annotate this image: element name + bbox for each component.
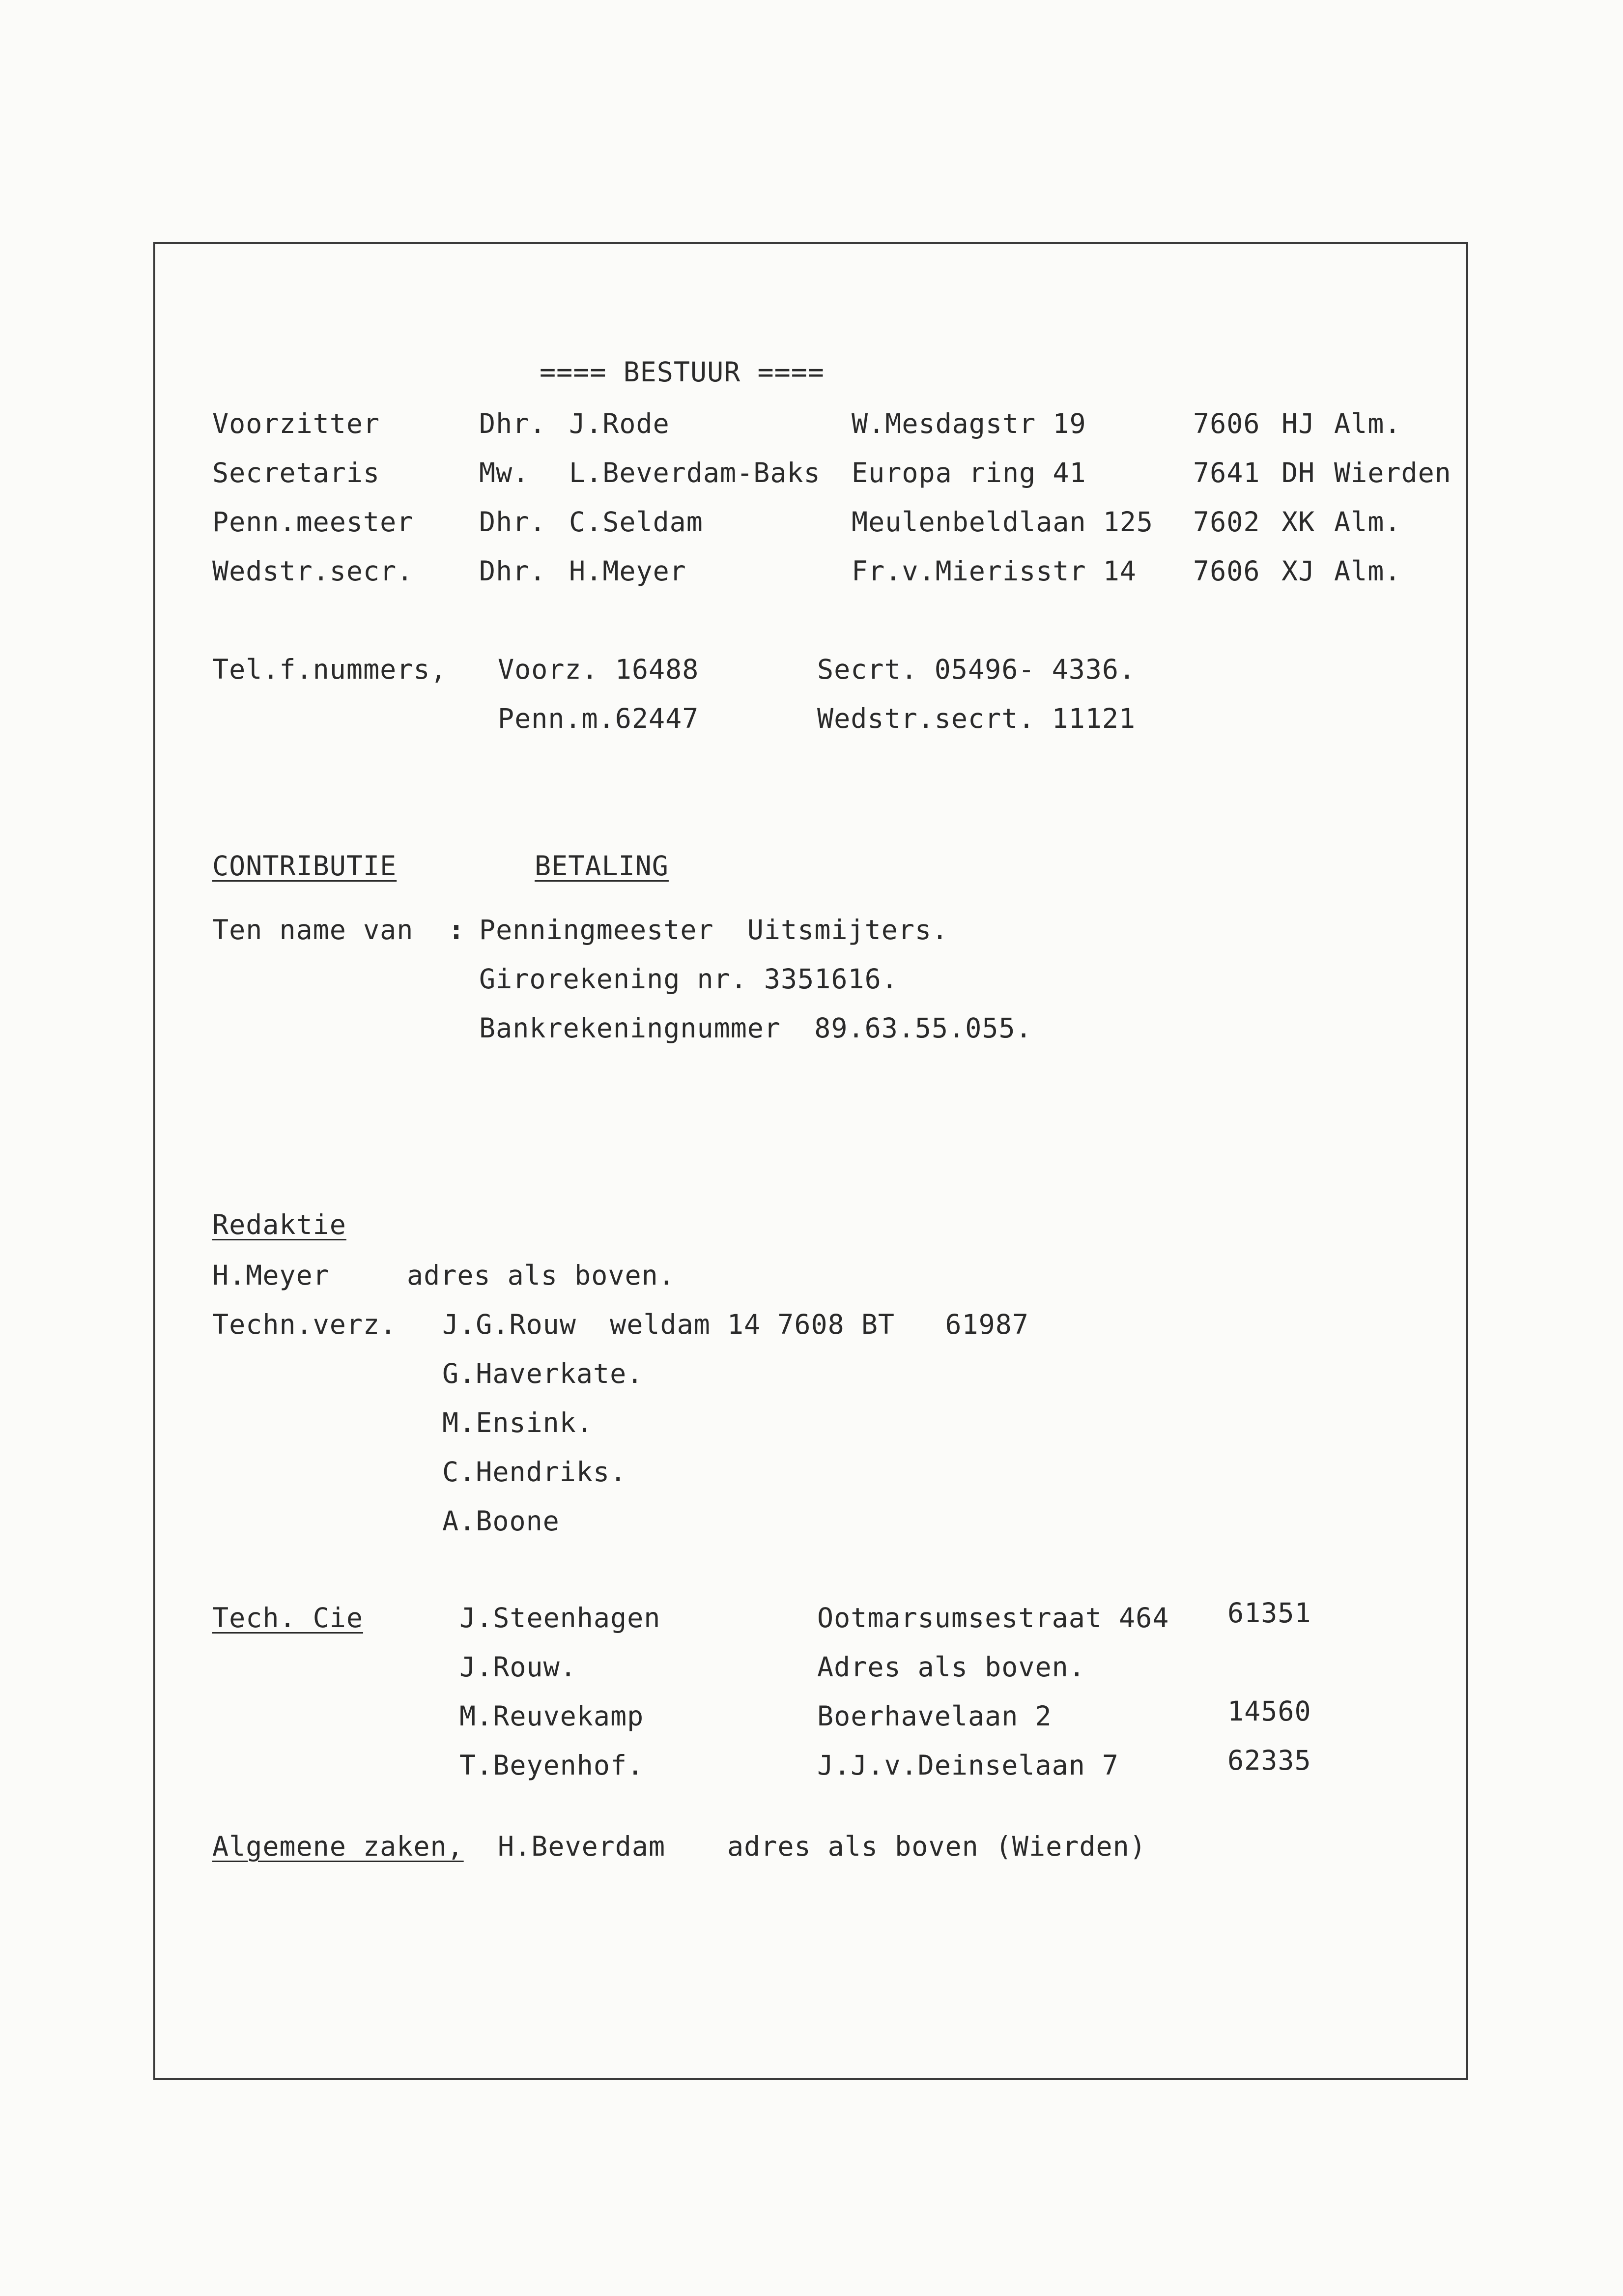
betaling-heading: BETALING	[535, 850, 669, 882]
phone-penn: Penn.m.62447	[498, 703, 699, 734]
contributie-heading: CONTRIBUTIE	[212, 850, 397, 882]
phone-voorz: Voorz. 16488	[498, 654, 699, 685]
phone-secrt: Secrt. 05496- 4336.	[817, 654, 1136, 685]
techn-label: Techn.verz.	[212, 1309, 397, 1340]
person-name: J.Rode	[569, 408, 670, 439]
techcie-address: Adres als boven.	[817, 1651, 1085, 1683]
techn-member: G.Haverkate.	[442, 1358, 644, 1389]
address: Fr.v.Mierisstr 14	[852, 555, 1137, 587]
techcie-address: Boerhavelaan 2	[817, 1700, 1052, 1732]
techn-member: J.G.Rouw weldam 14 7608 BT 61987	[442, 1309, 1029, 1340]
algemeen-label: Algemene zaken,	[212, 1831, 464, 1862]
techcie-name: J.Rouw.	[459, 1651, 577, 1683]
techcie-heading: Tech. Cie	[212, 1602, 364, 1634]
postcode-letters: DH	[1281, 457, 1315, 488]
city: Alm.	[1334, 555, 1401, 587]
role: Penn.meester	[212, 506, 414, 538]
person-name: H.Meyer	[569, 555, 686, 587]
editor-address: adres als boven.	[407, 1260, 675, 1291]
city: Alm.	[1334, 506, 1401, 538]
contributie-colon: :	[448, 914, 465, 946]
address: Europa ring 41	[852, 457, 1086, 488]
postcode: 7641	[1193, 457, 1260, 488]
address: W.Mesdagstr 19	[852, 408, 1086, 439]
techn-member: M.Ensink.	[442, 1407, 594, 1438]
postcode-letters: XK	[1281, 506, 1315, 538]
title: Mw.	[479, 457, 530, 488]
title: Dhr.	[479, 408, 546, 439]
bestuur-heading: ==== BESTUUR ====	[540, 356, 825, 388]
postcode: 7606	[1193, 555, 1260, 587]
role: Voorzitter	[212, 408, 380, 439]
person-name: C.Seldam	[569, 506, 703, 538]
techn-member: A.Boone	[442, 1505, 560, 1537]
postcode-letters: HJ	[1281, 408, 1315, 439]
city: Wierden	[1334, 457, 1452, 488]
redaktie-heading: Redaktie	[212, 1209, 346, 1240]
techcie-name: J.Steenhagen	[459, 1602, 661, 1634]
person-name: L.Beverdam-Baks	[569, 457, 821, 488]
contributie-label: Ten name van	[212, 914, 414, 946]
postcode: 7606	[1193, 408, 1260, 439]
algemeen-name: H.Beverdam	[498, 1831, 666, 1862]
address: Meulenbeldlaan 125	[852, 506, 1154, 538]
postcode: 7602	[1193, 506, 1260, 538]
techcie-address: J.J.v.Deinselaan 7	[817, 1750, 1119, 1781]
techcie-phone: 14560	[1227, 1695, 1311, 1727]
title: Dhr.	[479, 506, 546, 538]
techcie-name: T.Beyenhof.	[459, 1750, 644, 1781]
title: Dhr.	[479, 555, 546, 587]
role: Secretaris	[212, 457, 380, 488]
techcie-phone: 62335	[1227, 1745, 1311, 1776]
contributie-payee: Penningmeester Uitsmijters.	[479, 914, 949, 946]
role: Wedstr.secr.	[212, 555, 414, 587]
postcode-letters: XJ	[1281, 555, 1315, 587]
techcie-phone: 61351	[1227, 1597, 1311, 1629]
algemeen-address: adres als boven (Wierden)	[727, 1831, 1146, 1862]
phone-label: Tel.f.nummers,	[212, 654, 447, 685]
giro-account: Girorekening nr. 3351616.	[479, 963, 898, 995]
city: Alm.	[1334, 408, 1401, 439]
editor-name: H.Meyer	[212, 1260, 330, 1291]
techcie-address: Ootmarsumsestraat 464	[817, 1602, 1169, 1634]
bank-account: Bankrekeningnummer 89.63.55.055.	[479, 1012, 1032, 1044]
techcie-name: M.Reuvekamp	[459, 1700, 644, 1732]
phone-wedstr: Wedstr.secrt. 11121	[817, 703, 1136, 734]
techn-member: C.Hendriks.	[442, 1456, 627, 1488]
